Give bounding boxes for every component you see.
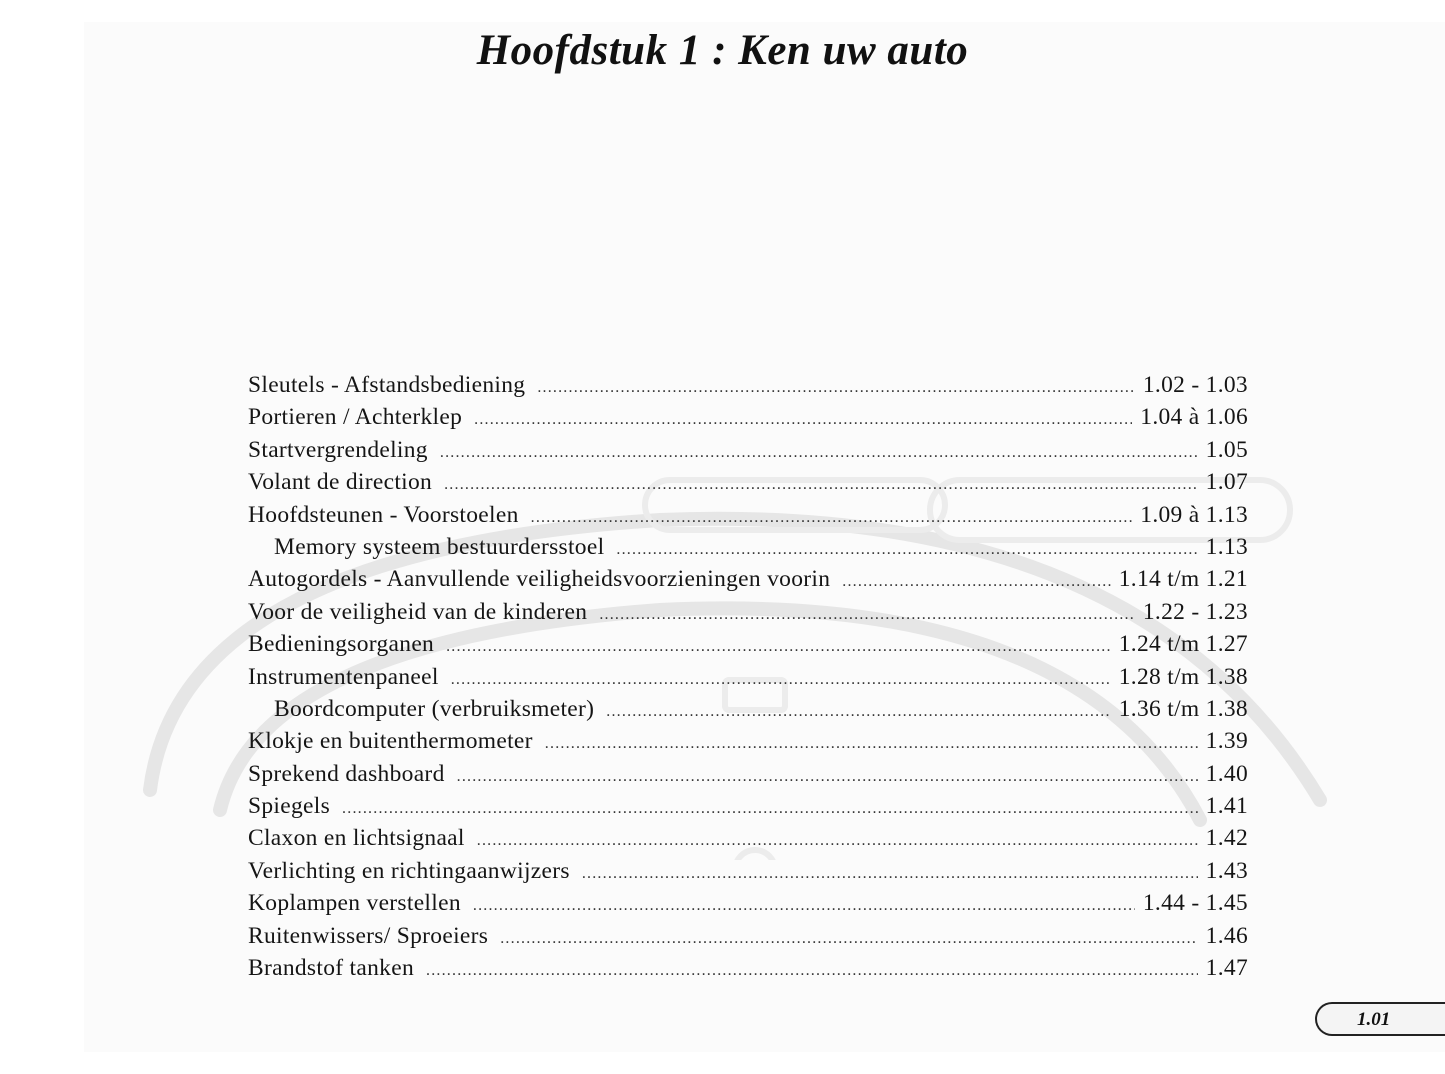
dot-leader: [500, 930, 1197, 948]
chapter-title: Hoofdstuk 1 : Ken uw auto: [476, 27, 969, 74]
toc-entry-pages: 1.09 à 1.13: [1140, 501, 1248, 528]
toc-entry-pages: 1.04 à 1.06: [1140, 404, 1248, 431]
toc-entry-pages: 1.24 t/m 1.27: [1118, 631, 1248, 658]
toc-row: [248, 534, 1248, 566]
toc-entry-pages: 1.47: [1205, 955, 1248, 982]
toc-row: [248, 858, 1248, 890]
toc-row: [248, 372, 1248, 404]
toc-entry-pages: 1.05: [1205, 436, 1248, 463]
toc-entry-pages: 1.36 t/m 1.38: [1118, 695, 1248, 722]
toc-entry-pages: 1.07: [1205, 469, 1248, 496]
toc-entry-label: Portieren / Achterklep: [248, 404, 463, 431]
toc-entry-label: Sprekend dashboard: [248, 760, 445, 787]
toc-entry-label: Claxon en lichtsignaal: [248, 825, 465, 852]
page-number: 1.01: [1357, 1009, 1391, 1030]
toc-entry-label: Autogordels - Aanvullende veiligheidsvoorzieningen voorin: [248, 566, 831, 593]
dot-leader: [616, 541, 1197, 559]
toc-entry-label: Volant de direction: [248, 469, 433, 496]
dot-leader: [842, 573, 1110, 591]
dot-leader: [537, 379, 1135, 397]
toc-row: [248, 825, 1248, 857]
toc-entry-pages: 1.43: [1205, 857, 1248, 884]
toc-row: [248, 923, 1248, 955]
toc-row: [248, 955, 1248, 987]
toc-entry-pages: 1.22 - 1.23: [1142, 598, 1248, 625]
dot-leader: [474, 411, 1132, 429]
toc-entry-pages: 1.02 - 1.03: [1142, 372, 1248, 398]
page-number-tab: [1315, 1002, 1445, 1036]
toc-entry-label: Startvergrendeling: [248, 436, 428, 463]
dot-leader: [451, 671, 1111, 689]
toc-entry-label: Memory systeem bestuurdersstoel: [274, 533, 605, 560]
dot-leader: [545, 735, 1198, 753]
toc-entry-label: Ruitenwissers/ Sproeiers: [248, 922, 489, 949]
toc-entry-pages: 1.46: [1205, 922, 1248, 949]
toc-row: [248, 437, 1248, 469]
toc-entry-label: Sleutels - Afstandsbediening: [248, 372, 526, 398]
toc-row: [248, 890, 1248, 922]
dot-leader: [599, 606, 1135, 624]
toc-entry-label: Brandstof tanken: [248, 955, 414, 982]
toc-row: [248, 502, 1248, 534]
dot-leader: [473, 897, 1135, 915]
toc-entry-label: Instrumentenpaneel: [248, 663, 439, 690]
toc-entry-label: Boordcomputer (verbruiksmeter): [274, 695, 595, 722]
dot-leader: [446, 638, 1111, 656]
table-of-contents: [248, 372, 1248, 987]
toc-row: [248, 631, 1248, 663]
toc-entry-label: Hoofdsteunen - Voorstoelen: [248, 501, 519, 528]
dot-leader: [444, 476, 1198, 494]
toc-row: [248, 599, 1248, 631]
dot-leader: [342, 800, 1198, 818]
toc-entry-label: Koplampen verstellen: [248, 890, 461, 917]
toc-entry-label: Spiegels: [248, 793, 331, 820]
dot-leader: [531, 509, 1133, 527]
toc-entry-label: Bedieningsorganen: [248, 631, 435, 658]
toc-entry-pages: 1.39: [1205, 728, 1248, 755]
toc-entry-pages: 1.42: [1205, 825, 1248, 852]
dot-leader: [440, 444, 1198, 462]
toc-entry-label: Voor de veiligheid van de kinderen: [248, 598, 588, 625]
toc-row: [248, 728, 1248, 760]
dot-leader: [606, 703, 1110, 721]
toc-entry-pages: 1.41: [1205, 793, 1248, 820]
toc-entry-label: Klokje en buitenthermometer: [248, 728, 533, 755]
toc-row: [248, 404, 1248, 436]
toc-row: [248, 469, 1248, 501]
toc-entry-label: Verlichting en richtingaanwijzers: [248, 857, 570, 884]
toc-row: [248, 761, 1248, 793]
dot-leader: [582, 865, 1198, 883]
toc-entry-pages: 1.40: [1205, 760, 1248, 787]
toc-entry-pages: 1.14 t/m 1.21: [1118, 566, 1248, 593]
dot-leader: [457, 768, 1198, 786]
dot-leader: [477, 832, 1198, 850]
toc-row: [248, 664, 1248, 696]
toc-row: [248, 696, 1248, 728]
dot-leader: [426, 962, 1198, 980]
toc-entry-pages: 1.44 - 1.45: [1142, 890, 1248, 917]
toc-entry-pages: 1.13: [1205, 533, 1248, 560]
toc-row: [248, 793, 1248, 825]
toc-entry-pages: 1.28 t/m 1.38: [1118, 663, 1248, 690]
toc-row: [248, 566, 1248, 598]
